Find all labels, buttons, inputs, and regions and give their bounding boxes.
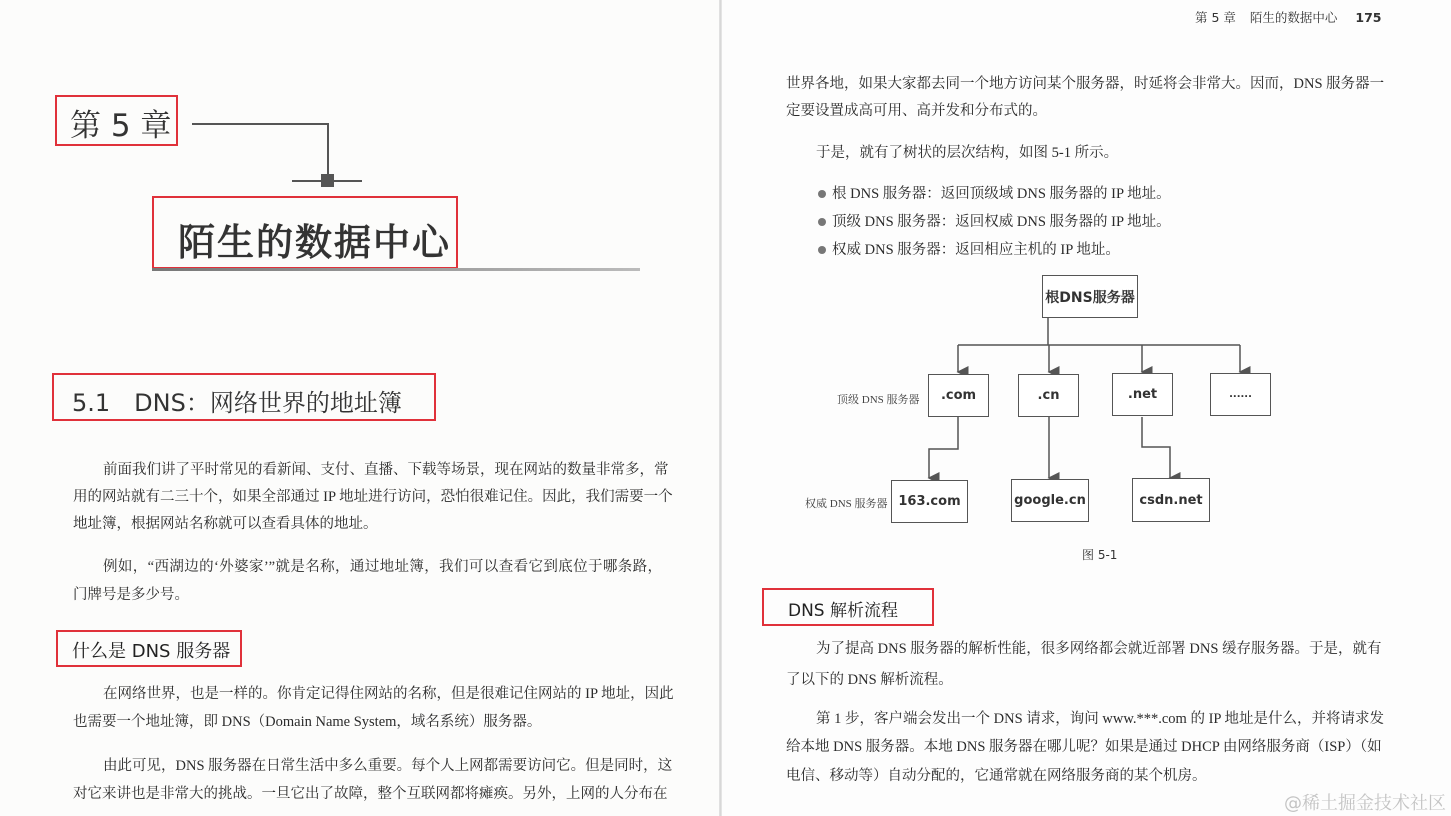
- page-number: 175: [1355, 10, 1382, 25]
- paragraph-line: 电信、移动等）自动分配的，它通常就在网络服务商的某个机房。: [786, 768, 1207, 784]
- subheading: 什么是 DNS 服务器: [72, 641, 231, 662]
- paragraph-line: 给本地 DNS 服务器。本地 DNS 服务器在哪儿呢？如果是通过 DHCP 由网络服务商（ISP）（如: [786, 739, 1382, 755]
- header-title: 陌生的数据中心: [1249, 10, 1338, 25]
- paragraph-line: 也需要一个地址簿，即 DNS（Domain Name System，域名系统）服务器。: [73, 714, 542, 730]
- paragraph-line: 用的网站就有二三十个，如果全部通过 IP 地址进行访问，恐怕很难记住。因此，我们需要一个: [73, 489, 673, 505]
- figure-caption: 图 5-1: [1082, 548, 1118, 562]
- paragraph-line: 对它来讲也是非常大的挑战。一旦它出了故障，整个互联网都将瘫痪。另外，上网的人分布在: [73, 786, 668, 802]
- bullet-item: 顶级 DNS 服务器：返回权威 DNS 服务器的 IP 地址。: [832, 214, 1171, 230]
- auth-label: 权威 DNS 服务器: [805, 498, 888, 510]
- paragraph-line: 了以下的 DNS 解析流程。: [786, 672, 953, 688]
- paragraph-line: 地址簿，根据网站名称就可以查看具体的地址。: [73, 516, 378, 532]
- auth-box-csdn: csdn.net: [1132, 478, 1210, 522]
- paragraph-line: 在网络世界，也是一样的。你肯定记得住网站的名称，但是很难记住网站的 IP 地址，因此: [103, 686, 674, 702]
- title-rule: [152, 268, 640, 271]
- subheading-highlight: [56, 630, 242, 667]
- bullet-item: 权威 DNS 服务器：返回相应主机的 IP 地址。: [832, 242, 1120, 258]
- header-chapter: 第 5 章: [1195, 10, 1236, 25]
- connector-line: [192, 123, 329, 125]
- watermark: @稀土掘金技术社区: [1284, 793, 1446, 814]
- left-page: [0, 0, 720, 816]
- paragraph-line: 世界各地，如果大家都去同一个地方访问某个服务器，时延将会非常大。因而，DNS 服务器一: [786, 76, 1385, 92]
- paragraph-line: 门牌号是多少号。: [73, 587, 189, 603]
- auth-box-google: google.cn: [1011, 479, 1089, 522]
- root-dns-box: 根DNS服务器: [1042, 275, 1138, 318]
- auth-box-163: 163.com: [891, 480, 968, 523]
- tld-box-net: .net: [1112, 373, 1173, 416]
- arrow-163: [929, 417, 958, 478]
- paragraph-line: 为了提高 DNS 服务器的解析性能，很多网络都会就近部署 DNS 缓存服务器。于是，就有: [816, 641, 1382, 657]
- tld-label: 顶级 DNS 服务器: [837, 394, 920, 406]
- section-heading: 5.1 DNS：网络世界的地址簿: [72, 389, 402, 417]
- subheading-highlight: [762, 588, 934, 626]
- paragraph-line: 由此可见，DNS 服务器在日常生活中多么重要。每个人上网都需要访问它。但是同时，这: [103, 758, 673, 774]
- tld-box-cn: .cn: [1018, 374, 1079, 417]
- paragraph-line: 定要设置成高可用、高并发和分布式的。: [786, 103, 1047, 119]
- tld-box-com: .com: [928, 374, 989, 417]
- chapter-title-highlight: [152, 196, 458, 269]
- chapter-title: 陌生的数据中心: [178, 221, 451, 264]
- connector-square: [321, 174, 334, 187]
- bullet-item: 根 DNS 服务器：返回顶级域 DNS 服务器的 IP 地址。: [832, 186, 1171, 202]
- connector-line: [327, 123, 329, 180]
- subheading: DNS 解析流程: [788, 601, 899, 621]
- paragraph-line: 于是，就有了树状的层次结构，如图 5-1 所示。: [816, 145, 1119, 161]
- paragraph-line: 第 1 步，客户端会发出一个 DNS 请求，询问 www.***.com 的 IP 地址是什么，并将请求发: [816, 711, 1385, 727]
- paragraph-line: 例如，“西湖边的‘外婆家’”就是名称，通过地址簿，我们可以查看它到底位于哪条路，: [103, 559, 662, 575]
- arrow-csdn: [1142, 417, 1170, 478]
- chapter-label: 第 5 章: [70, 108, 172, 144]
- tld-box-more: ......: [1210, 373, 1271, 416]
- paragraph-line: 前面我们讲了平时常见的看新闻、支付、直播、下载等场景，现在网站的数量非常多，常: [103, 462, 669, 478]
- section-heading-highlight: [52, 373, 436, 421]
- chapter-label-highlight: [55, 95, 178, 146]
- right-page: [722, 0, 1451, 816]
